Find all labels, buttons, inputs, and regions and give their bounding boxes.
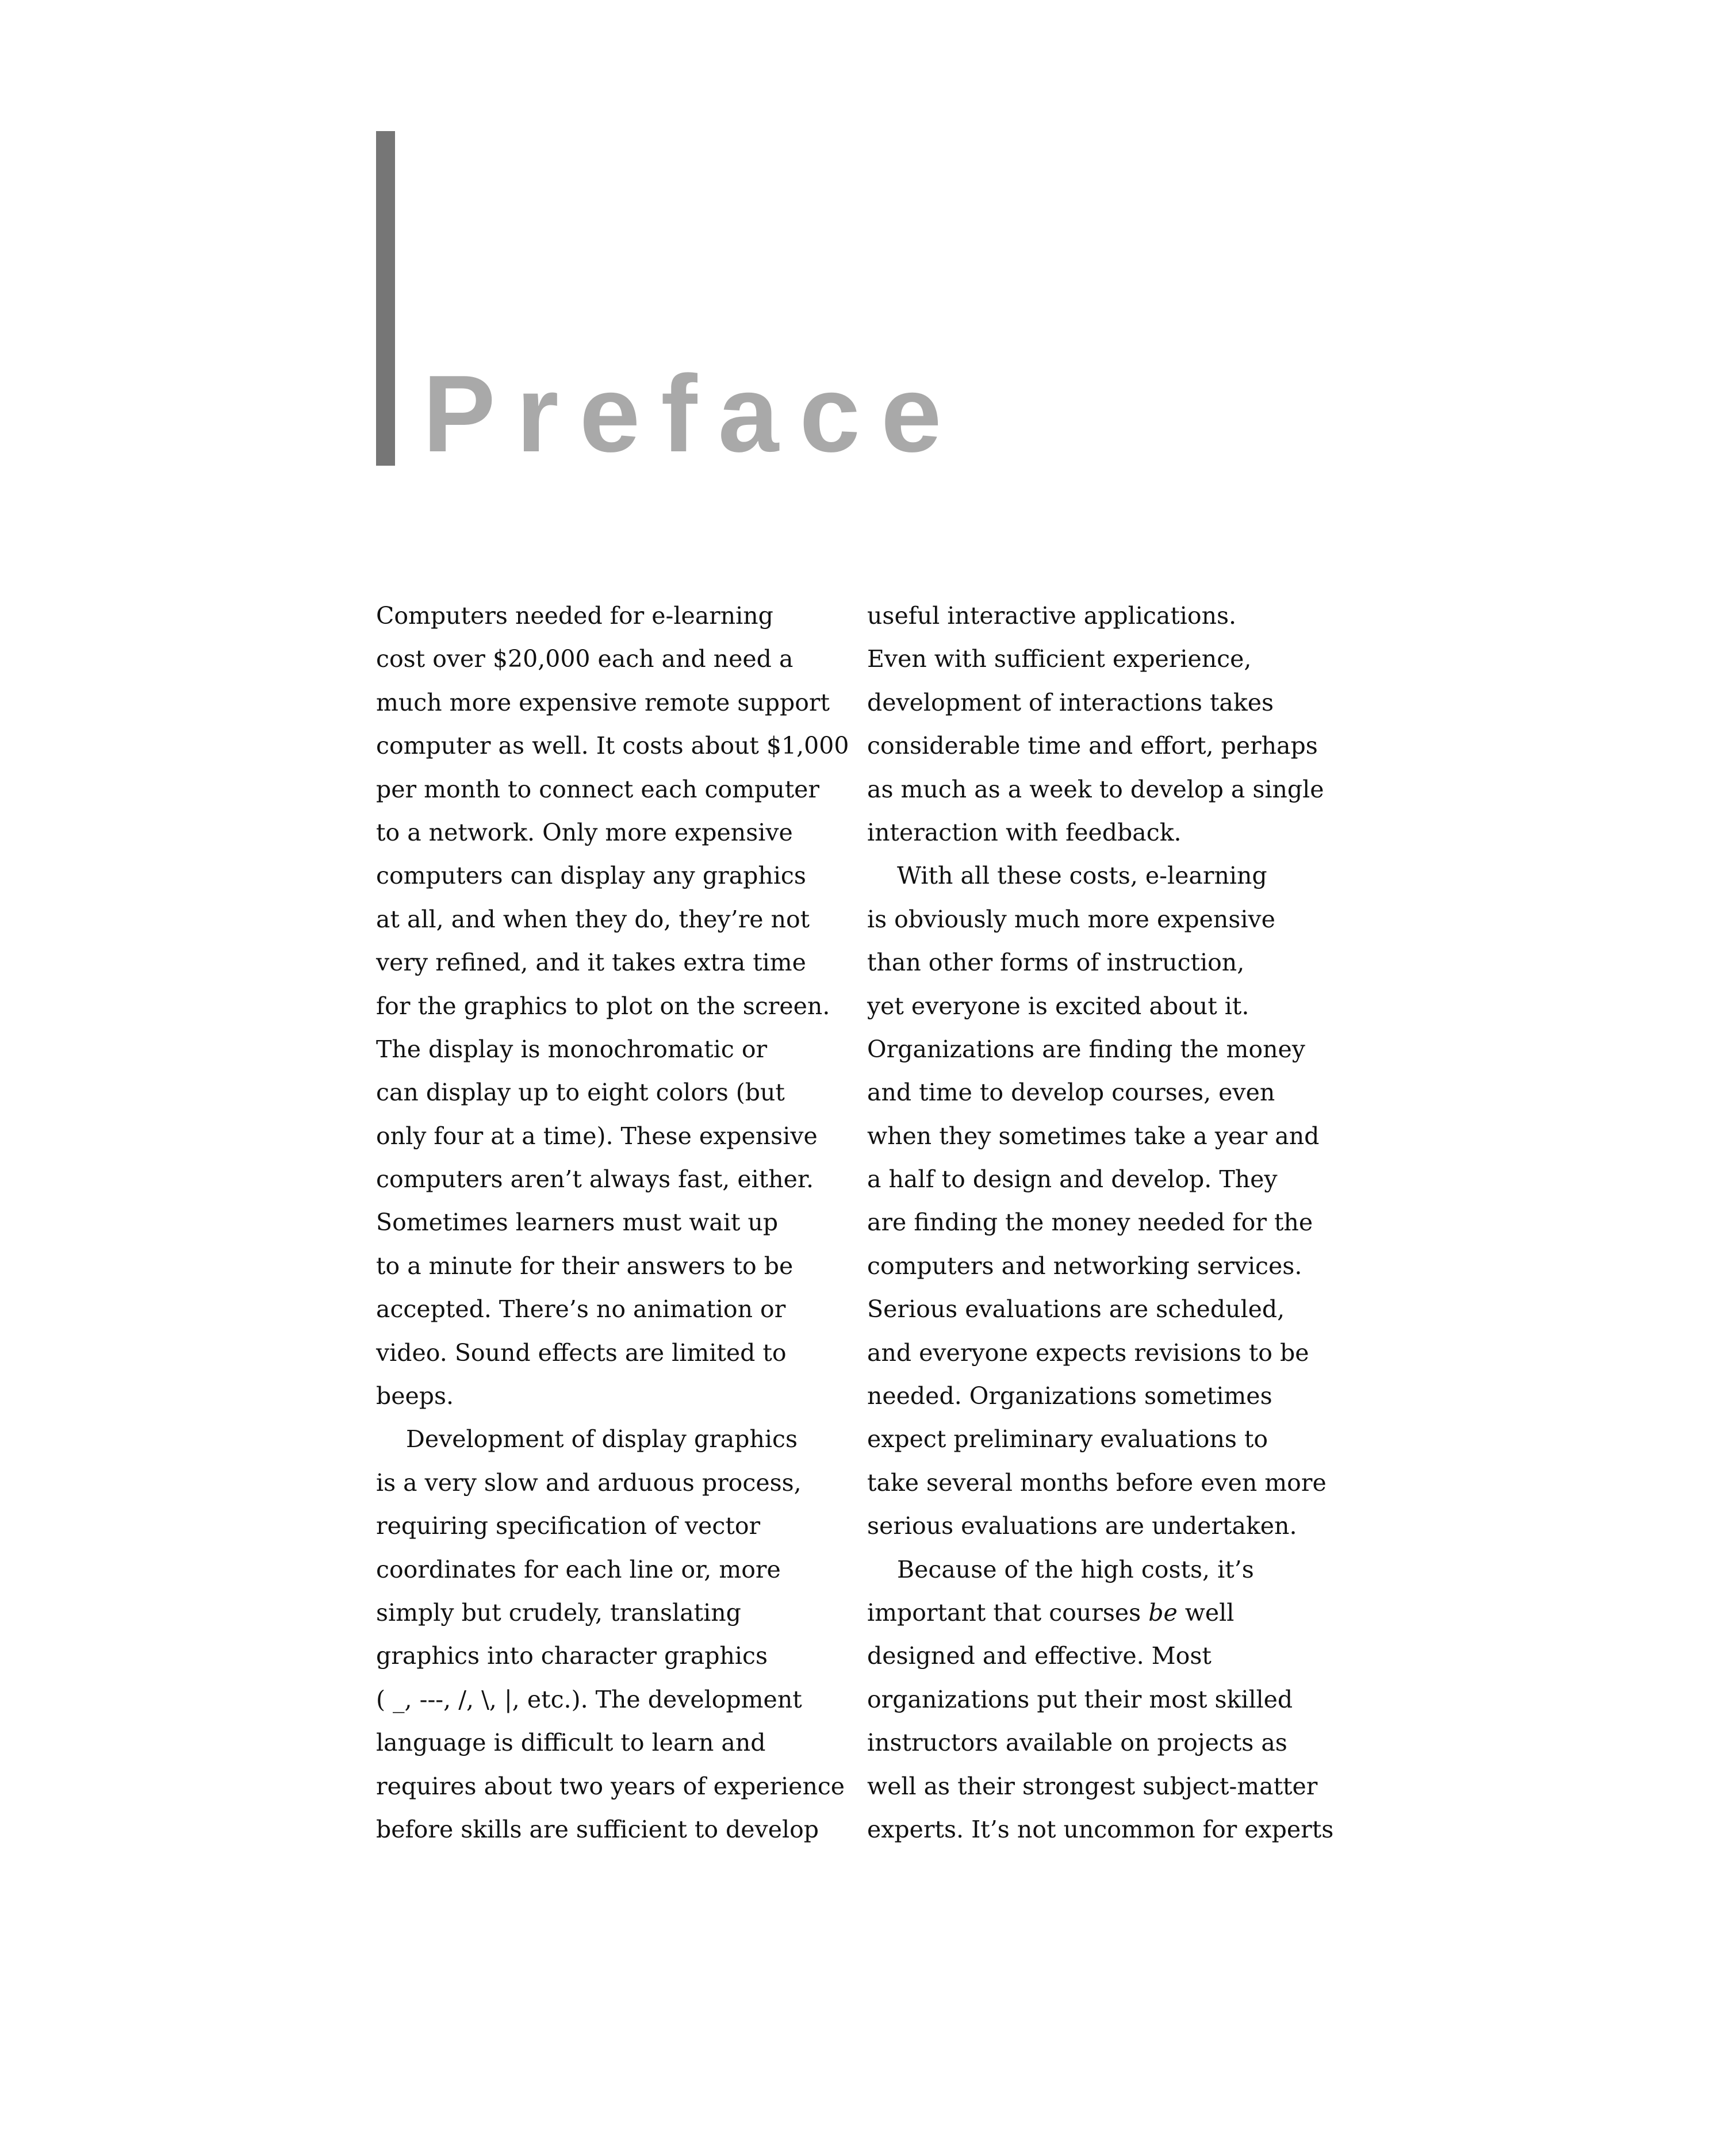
text-line: Computers needed for e-learning (376, 602, 773, 630)
text-line: requiring specification of vector (376, 1512, 761, 1540)
text-line: computer as well. It costs about $1,000 (376, 732, 849, 760)
text-line: and time to develop courses, even (867, 1079, 1275, 1107)
chapter-accent-bar (376, 131, 395, 466)
text-line: yet everyone is excited about it. (867, 992, 1249, 1020)
text-line: can display up to eight colors (but (376, 1079, 785, 1107)
text-line: per month to connect each computer (376, 775, 820, 803)
paragraph-first-line: Development of display graphics (406, 1425, 798, 1453)
text-line: Sometimes learners must wait up (376, 1209, 779, 1237)
text-line: to a network. Only more expensive (376, 818, 793, 846)
text-line-with-emphasis (867, 1591, 1356, 1635)
text-line: for the graphics to plot on the screen. (376, 992, 830, 1020)
text-line: accepted. There’s no animation or (376, 1295, 786, 1323)
text-line: graphics into character graphics (376, 1642, 768, 1670)
text-line: Even with sufficient experience, (867, 645, 1252, 673)
text-line: Serious evaluations are scheduled, (867, 1295, 1285, 1323)
text-line: cost over $20,000 each and need a (376, 645, 793, 673)
text-segment: important that courses (867, 1598, 1149, 1626)
text-line: as much as a week to develop a single (867, 775, 1324, 803)
text-line: only four at a time). These expensive (376, 1122, 818, 1150)
text-line: at all, and when they do, they’re not (376, 905, 810, 933)
text-line: The display is monochromatic or (376, 1035, 768, 1063)
text-line: computers can display any graphics (376, 862, 806, 890)
text-line: needed. Organizations sometimes (867, 1382, 1272, 1410)
text-line: when they sometimes take a year and (867, 1122, 1320, 1150)
text-segment: well (1177, 1598, 1235, 1626)
text-line: computers aren’t always fast, either. (376, 1165, 814, 1194)
text-line: useful interactive applications. (867, 602, 1237, 630)
text-line: a half to design and develop. They (867, 1165, 1278, 1194)
text-line: ( _, ---, /, \, |, etc.). The development (376, 1685, 802, 1713)
text-line: very refined, and it takes extra time (376, 949, 806, 977)
text-line: take several months before even more (867, 1468, 1327, 1497)
text-line: development of interactions takes (867, 688, 1274, 716)
text-line: instructors available on projects as (867, 1729, 1287, 1757)
text-line: is obviously much more expensive (867, 905, 1275, 933)
text-line: are finding the money needed for the (867, 1209, 1313, 1237)
text-line: considerable time and effort, perhaps (867, 732, 1318, 760)
text-line: organizations put their most skilled (867, 1685, 1293, 1713)
chapter-title: Preface (423, 353, 963, 475)
text-line: language is difficult to learn and (376, 1729, 766, 1757)
text-line: before skills are sufficient to develop (376, 1815, 819, 1843)
paragraph-first-line: With all these costs, e-learning (897, 862, 1267, 890)
left-text-column (376, 594, 853, 1851)
right-text-column (867, 594, 1356, 1851)
text-line: to a minute for their answers to be (376, 1252, 793, 1280)
text-line: and everyone expects revisions to be (867, 1338, 1309, 1367)
text-line: well as their strongest subject-matter (867, 1772, 1318, 1800)
text-line: designed and effective. Most (867, 1642, 1212, 1670)
text-line: computers and networking services. (867, 1252, 1302, 1280)
text-line: interaction with feedback. (867, 818, 1182, 846)
text-line: is a very slow and arduous process, (376, 1468, 802, 1497)
text-line: coordinates for each line or, more (376, 1555, 781, 1583)
text-line: requires about two years of experience (376, 1772, 845, 1800)
text-line: than other forms of instruction, (867, 949, 1245, 977)
text-line: Organizations are finding the money (867, 1035, 1305, 1063)
text-line: serious evaluations are undertaken. (867, 1512, 1297, 1540)
text-line: simply but crudely, translating (376, 1598, 741, 1626)
text-line: experts. It’s not uncommon for experts (867, 1815, 1334, 1843)
text-line: video. Sound effects are limited to (376, 1338, 787, 1367)
paragraph-first-line: Because of the high costs, it’s (897, 1555, 1254, 1583)
text-line: much more expensive remote support (376, 688, 830, 716)
emphasized-word: be (1148, 1598, 1178, 1626)
text-line: expect preliminary evaluations to (867, 1425, 1268, 1453)
text-line: beeps. (376, 1382, 454, 1410)
